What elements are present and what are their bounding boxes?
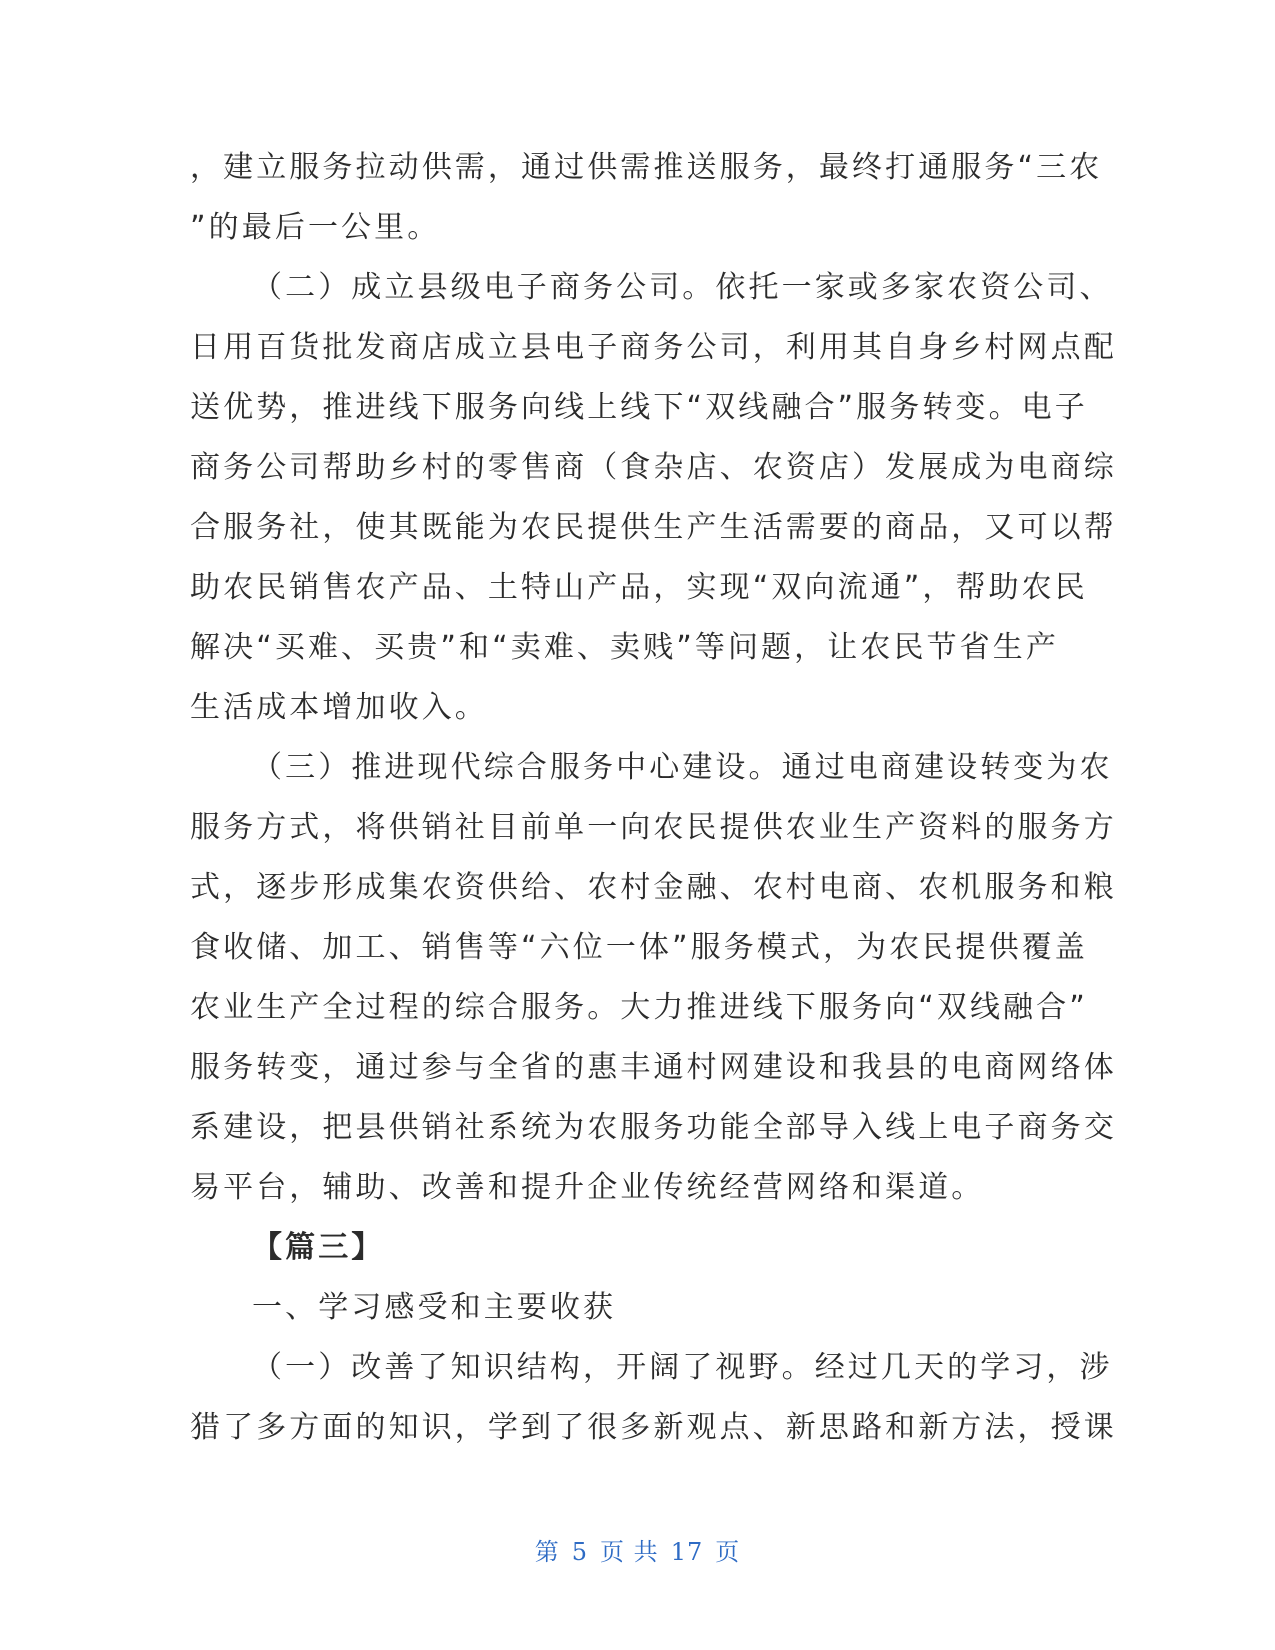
body-line: 猎了多方面的知识，学到了很多新观点、新思路和新方法，授课 [190, 1410, 1117, 1445]
body-line: ，建立服务拉动供需，通过供需推送服务，最终打通服务“三农 [190, 150, 1103, 185]
page-number-footer [0, 1532, 1275, 1567]
body-line: 易平台，辅助、改善和提升企业传统经营网络和渠道。 [190, 1170, 985, 1205]
body-line: 生活成本增加收入。 [190, 690, 488, 725]
footer-total-pages: 17 [670, 1538, 704, 1566]
body-line: 服务转变，通过参与全省的惠丰通村网建设和我县的电商网络体 [190, 1050, 1117, 1085]
document-body [190, 138, 1117, 1458]
footer-suffix: 页 [715, 1538, 741, 1566]
paragraph-start-line: （二）成立县级电子商务公司。依托一家或多家农资公司、 [252, 270, 1113, 305]
body-line: 商务公司帮助乡村的零售商（食杂店、农资店）发展成为电商综 [190, 450, 1117, 485]
body-line: 农业生产全过程的综合服务。大力推进线下服务向“双线融合” [190, 990, 1088, 1025]
body-line: 服务方式，将供销社目前单一向农民提供农业生产资料的服务方 [190, 810, 1117, 845]
body-line: ”的最后一公里。 [190, 210, 441, 245]
body-line: 食收储、加工、销售等“六位一体”服务模式，为农民提供覆盖 [190, 930, 1088, 965]
body-line: 式，逐步形成集农资供给、农村金融、农村电商、农机服务和粮 [190, 870, 1117, 905]
body-line: 日用百货批发商店成立县电子商务公司，利用其自身乡村网点配 [190, 330, 1117, 365]
section-heading: 【篇三】 [252, 1230, 385, 1265]
footer-prefix: 第 [534, 1538, 560, 1566]
body-line: 合服务社，使其既能为农民提供生产生活需要的商品，又可以帮 [190, 510, 1117, 545]
body-line: 送优势，推进线下服务向线上线下“双线融合”服务转变。电子 [190, 390, 1088, 425]
paragraph-start-line: （三）推进现代综合服务中心建设。通过电商建设转变为农 [252, 750, 1113, 785]
footer-middle: 页 共 [600, 1538, 659, 1566]
paragraph-start-line: （一）改善了知识结构，开阔了视野。经过几天的学习，涉 [252, 1350, 1113, 1385]
body-line: 解决“买难、买贵”和“卖难、卖贱”等问题，让农民节省生产 [190, 630, 1059, 665]
body-line: 系建设，把县供销社系统为农服务功能全部导入线上电子商务交 [190, 1110, 1117, 1145]
subheading: 一、学习感受和主要收获 [252, 1290, 617, 1325]
body-line: 助农民销售农产品、土特山产品，实现“双向流通”，帮助农民 [190, 570, 1088, 605]
footer-current-page: 5 [571, 1538, 589, 1566]
